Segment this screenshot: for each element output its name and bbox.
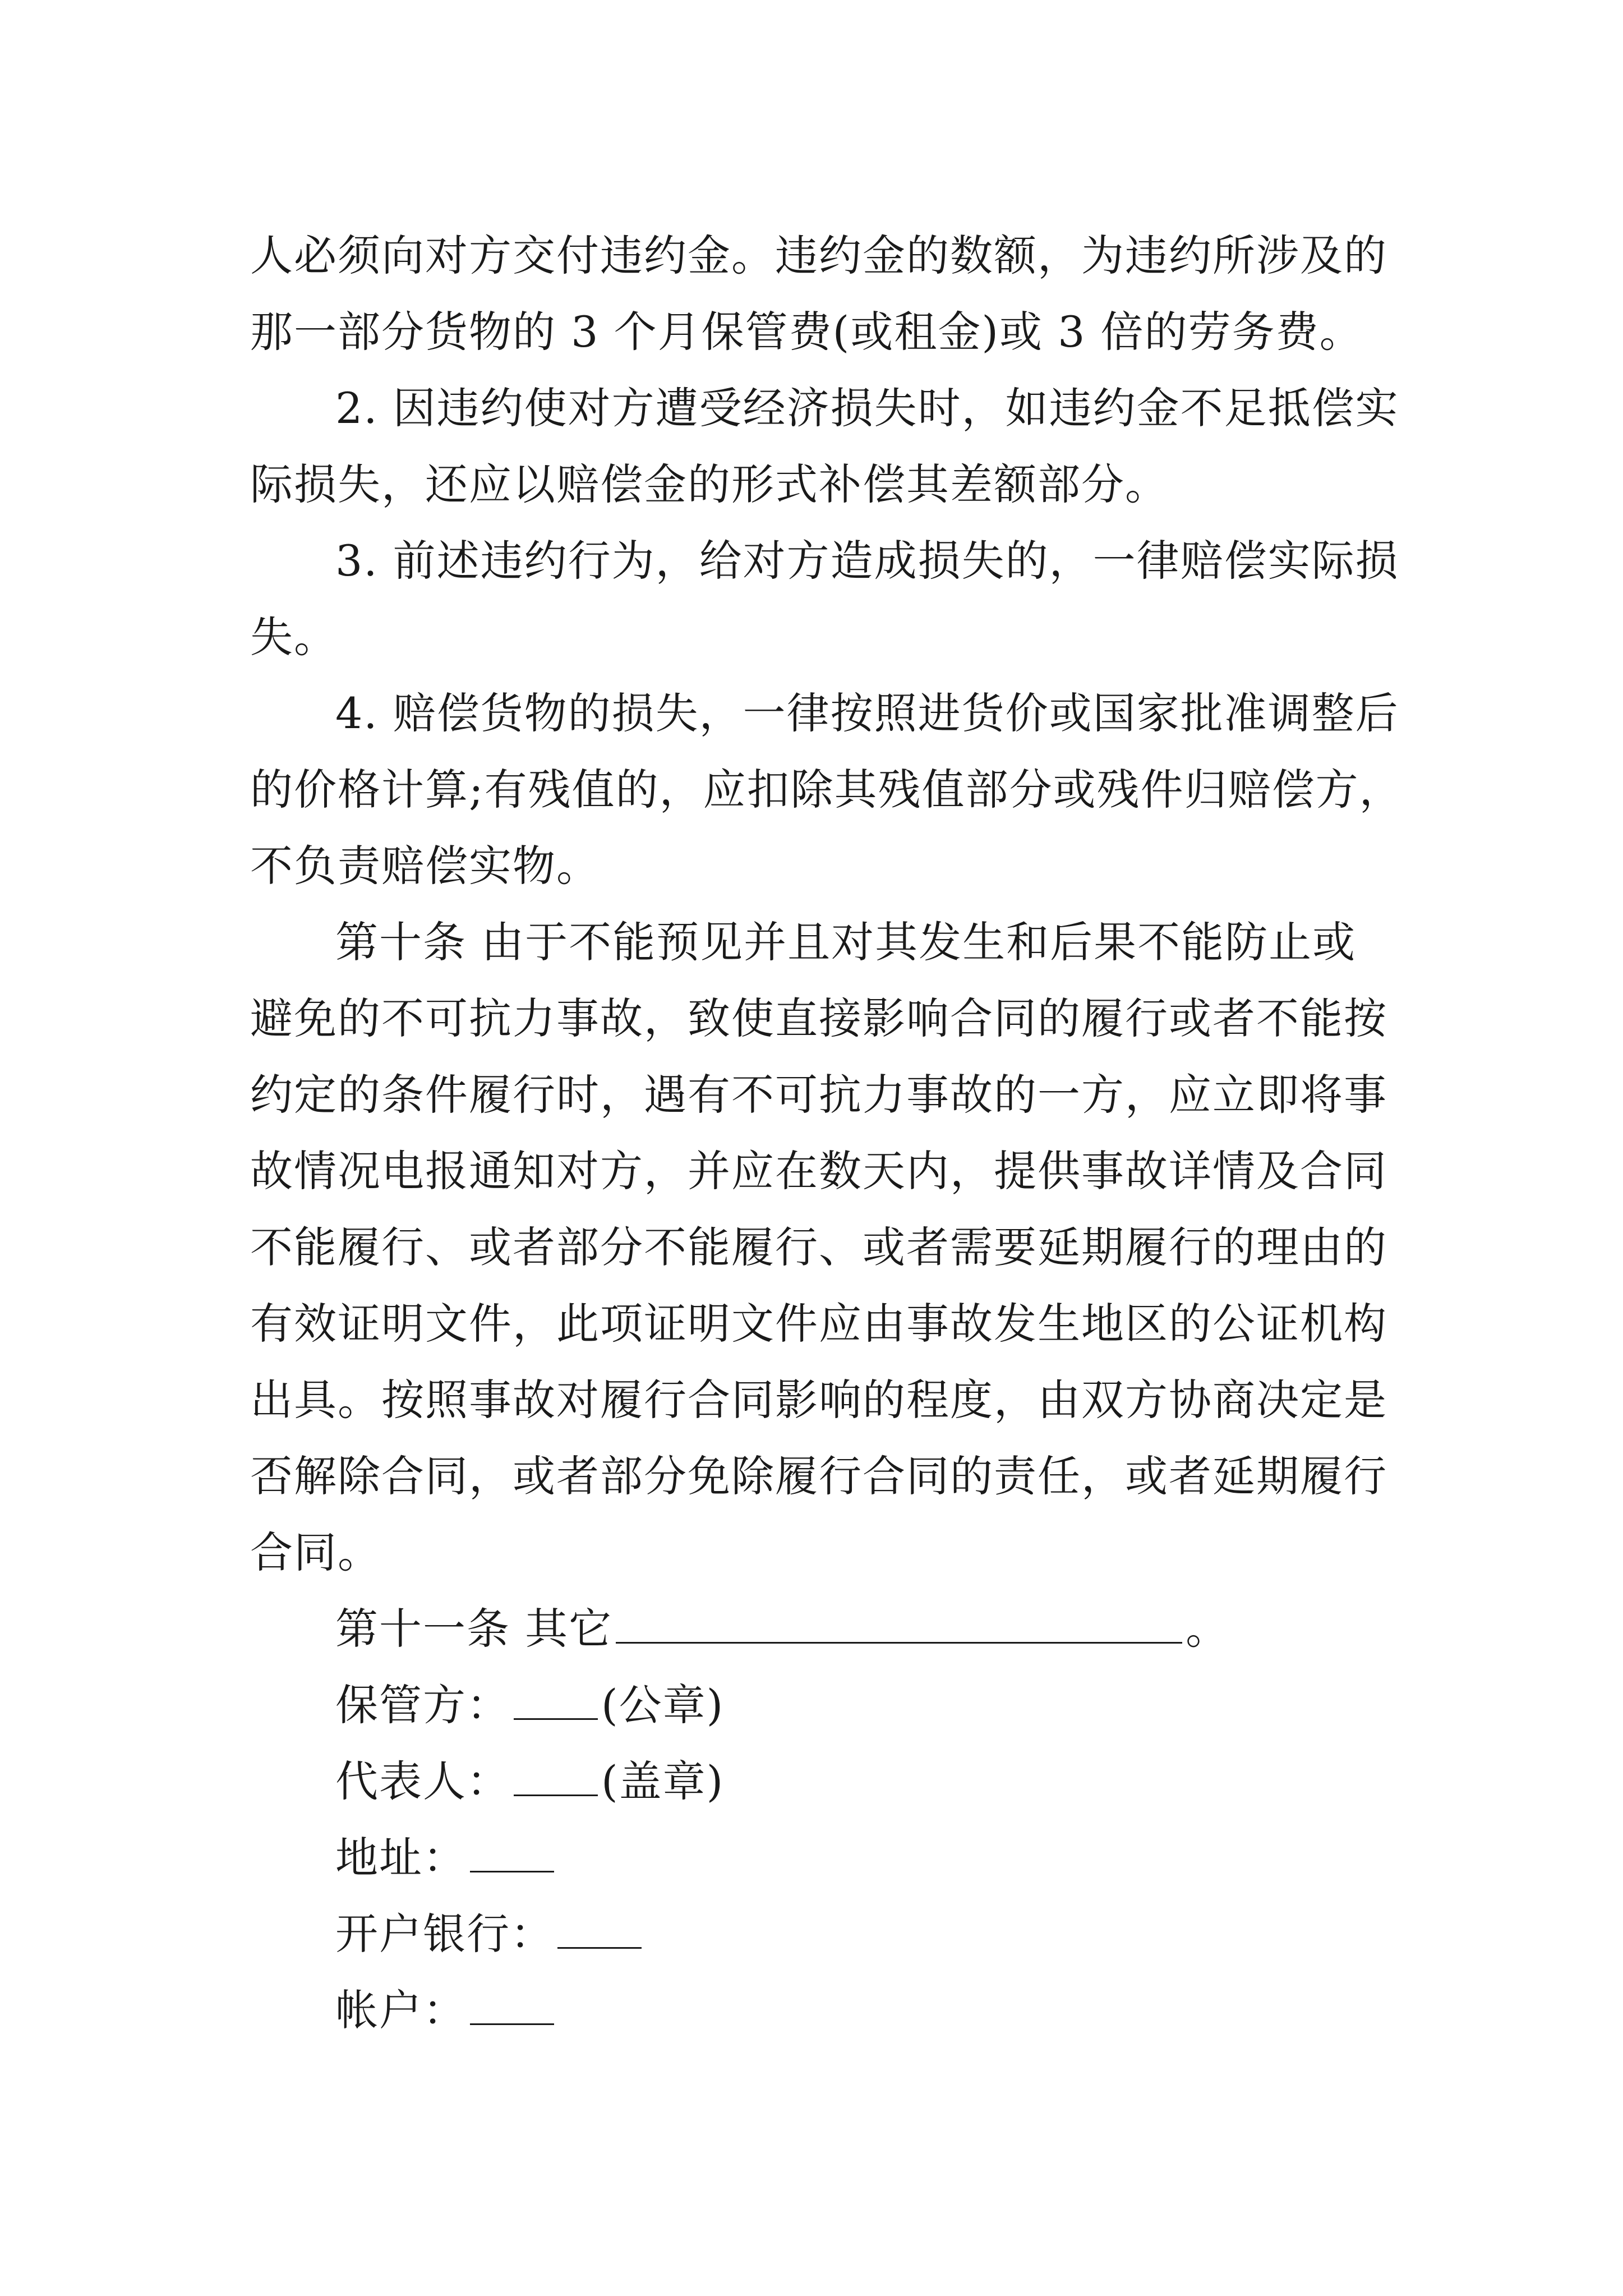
account-blank[interactable]	[470, 1989, 554, 2025]
paragraph-line: 3. 前述违约行为，给对方造成损失的，一律赔偿实际损	[335, 536, 1399, 586]
custodian-label: 保管方：	[335, 1680, 510, 1730]
account-label: 帐户：	[335, 1985, 467, 2035]
custodian-blank[interactable]	[514, 1683, 598, 1720]
paragraph-line: 合同。	[250, 1527, 381, 1577]
paragraph-line: 2. 因违约使对方遭受经济损失时，如违约金不足抵偿实	[335, 383, 1399, 433]
article-11-end: 。	[1186, 1604, 1230, 1654]
paragraph-line: 有效证明文件，此项证明文件应由事故发生地区的公证机构	[250, 1299, 1387, 1349]
address-label: 地址：	[335, 1833, 467, 1883]
paragraph-line: 际损失，还应以赔偿金的形式补偿其差额部分。	[250, 459, 1169, 509]
paragraph-line: 不负责赔偿实物。	[250, 841, 600, 891]
document-page	[250, 218, 1403, 2049]
paragraph-line: 4. 赔偿货物的损失，一律按照进货价或国家批准调整后	[335, 688, 1399, 738]
account-line	[250, 1972, 1389, 2049]
paragraph-line: 失。	[250, 612, 338, 662]
bank-label: 开户银行：	[335, 1909, 554, 1959]
paragraph-line: 约定的条件履行时，遇有不可抗力事故的一方，应立即将事	[250, 1070, 1387, 1120]
paragraph-line: 出具。按照事故对履行合同影响的程度，由双方协商决定是	[250, 1375, 1387, 1425]
paragraph-line: 故情况电报通知对方，并应在数天内，提供事故详情及合同	[250, 1146, 1387, 1196]
article-11-line	[250, 1591, 1389, 1667]
custodian-line	[250, 1667, 1389, 1743]
paragraph-line: 的价格计算;有残值的，应扣除其残值部分或残件归赔偿方，	[250, 765, 1403, 815]
representative-blank[interactable]	[514, 1760, 598, 1796]
paragraph-line: 不能履行、或者部分不能履行、或者需要延期履行的理由的	[250, 1222, 1387, 1272]
paragraph-line: 否解除合同，或者部分免除履行合同的责任，或者延期履行	[250, 1451, 1387, 1501]
paragraph-line: 第十条 由于不能预见并且对其发生和后果不能防止或	[335, 917, 1357, 967]
custodian-seal-note: (公章)	[601, 1680, 725, 1730]
representative-line	[250, 1743, 1389, 1820]
bank-blank[interactable]	[557, 1912, 642, 1949]
paragraph-line: 人必须向对方交付违约金。违约金的数额，为违约所涉及的	[250, 231, 1387, 280]
article-11-label: 第十一条 其它	[335, 1604, 613, 1654]
representative-label: 代表人：	[335, 1756, 510, 1806]
paragraph-line: 那一部分货物的 3 个月保管费(或租金)或 3 倍的劳务费。	[250, 307, 1363, 357]
address-blank[interactable]	[470, 1836, 554, 1872]
address-line	[250, 1820, 1389, 1896]
bank-line	[250, 1896, 1389, 1972]
representative-seal-note: (盖章)	[601, 1756, 725, 1806]
paragraph-line: 避免的不可抗力事故，致使直接影响合同的履行或者不能按	[250, 993, 1387, 1043]
article-11-blank[interactable]	[616, 1607, 1182, 1644]
